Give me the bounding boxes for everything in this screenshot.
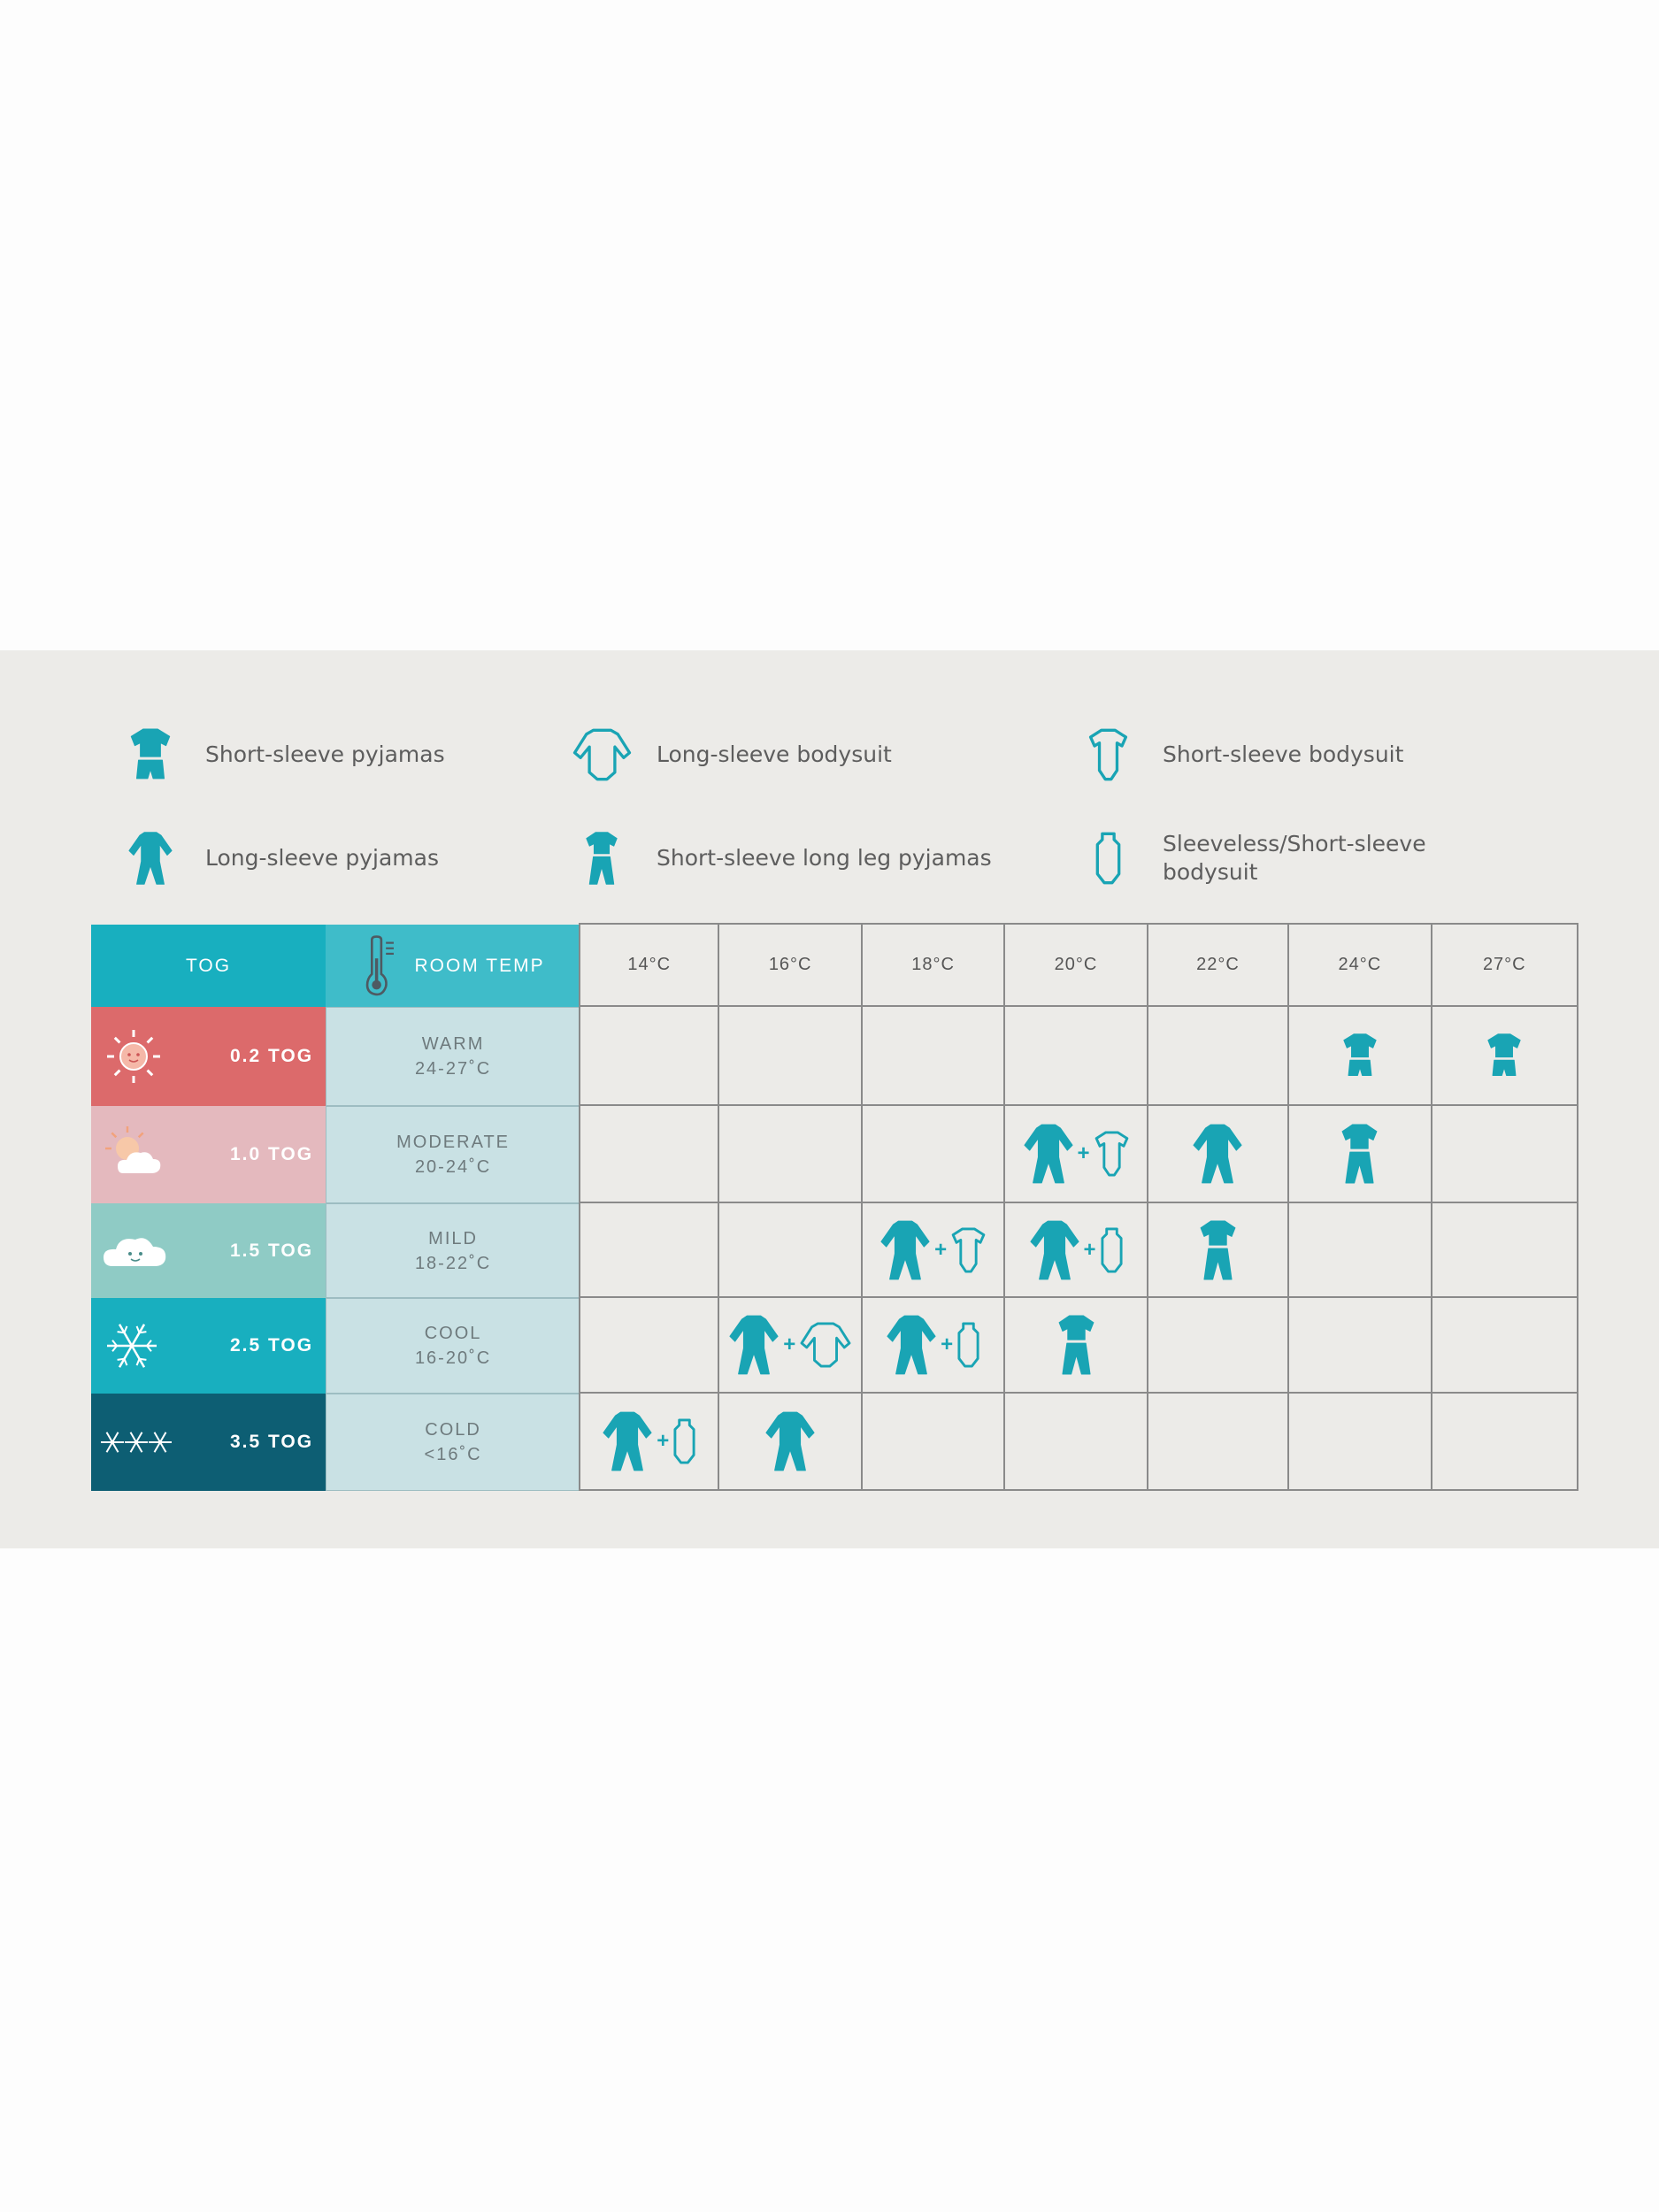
legend-item <box>566 818 992 898</box>
legend-icon <box>115 715 186 795</box>
clothing-combo <box>764 1410 816 1472</box>
clothing-combo <box>728 1314 852 1376</box>
legend-item <box>1072 715 1403 795</box>
short-sleeve-long-leg-pyjamas-icon <box>585 831 618 886</box>
temp-column-label: 24°C <box>1338 955 1382 974</box>
clothing-cell <box>1147 1296 1289 1394</box>
legend-icon <box>566 715 637 795</box>
legend-icon <box>1072 818 1143 898</box>
clothing-cell <box>1431 1392 1578 1491</box>
legend-item <box>566 715 892 795</box>
temp-column-header <box>1003 923 1148 1007</box>
room-temp-cell <box>326 1106 580 1203</box>
clothing-cell <box>579 1104 719 1203</box>
tog-row <box>91 1203 1578 1298</box>
clothing-cell <box>1431 1104 1578 1203</box>
tog-cell <box>91 1106 326 1203</box>
sun-cloud-icon <box>96 1124 176 1186</box>
short-sleeve-bodysuit-icon <box>1094 1130 1130 1178</box>
clothing-cell <box>579 1296 719 1394</box>
clothing-cell <box>1287 1296 1432 1394</box>
temp-column-header <box>579 923 719 1007</box>
long-sleeve-pyjamas-icon <box>1192 1123 1243 1185</box>
long-sleeve-pyjamas-icon <box>764 1410 816 1472</box>
snowflakes-icon <box>96 1411 176 1473</box>
short-sleeve-pyjamas-icon <box>1342 1033 1378 1079</box>
plus-sign: + <box>1077 1141 1090 1165</box>
clothing-combo <box>886 1314 980 1376</box>
snowflake-icon <box>96 1315 176 1377</box>
temp-column-label: 22°C <box>1196 955 1240 974</box>
room-temp-header <box>326 925 580 1007</box>
clothing-cell <box>1003 1202 1148 1298</box>
clothing-cell <box>1431 1005 1578 1106</box>
temp-level: MILD <box>428 1228 478 1248</box>
temp-level: COLD <box>425 1420 481 1440</box>
temp-column-label: 20°C <box>1054 955 1098 974</box>
clothing-cell <box>1147 1005 1289 1106</box>
clothing-cell <box>861 1392 1005 1491</box>
cloud-icon <box>96 1220 176 1282</box>
temp-level: WARM <box>421 1034 485 1054</box>
clothing-cell <box>1003 1104 1148 1203</box>
clothing-cell <box>1003 1392 1148 1491</box>
tog-row <box>91 1394 1578 1491</box>
header-row <box>91 925 1578 1007</box>
room-temp-header-label: ROOM TEMP <box>414 955 545 976</box>
temp-column-header <box>1287 923 1432 1007</box>
long-sleeve-pyjamas-icon <box>602 1410 653 1472</box>
clothing-combo <box>1023 1123 1130 1185</box>
tog-cell <box>91 1007 326 1106</box>
long-sleeve-pyjamas-icon <box>1023 1123 1074 1185</box>
clothing-cell <box>718 1202 862 1298</box>
clothing-cell <box>1287 1104 1432 1203</box>
clothing-combo <box>1192 1123 1243 1185</box>
legend-label: Long-sleeve bodysuit <box>657 741 892 767</box>
plus-sign: + <box>941 1333 954 1356</box>
tog-value: 1.5 TOG <box>229 1240 314 1261</box>
tog-value: 0.2 TOG <box>229 1046 314 1066</box>
tog-value: 2.5 TOG <box>229 1335 314 1356</box>
clothing-cell <box>861 1104 1005 1203</box>
tog-row <box>91 1106 1578 1203</box>
long-sleeve-bodysuit-icon <box>572 727 633 782</box>
legend-label: Short-sleeve long leg pyjamas <box>657 845 992 871</box>
temp-range: 24-27˚C <box>414 1059 492 1079</box>
tog-cell <box>91 1298 326 1394</box>
clothing-cell <box>1147 1202 1289 1298</box>
clothing-cell <box>1287 1392 1432 1491</box>
temp-range: <16˚C <box>424 1445 482 1464</box>
clothing-combo <box>1342 1033 1378 1079</box>
temp-level: MODERATE <box>396 1133 510 1152</box>
clothing-cell <box>1431 1296 1578 1394</box>
temp-level: COOL <box>424 1324 482 1343</box>
temp-column-label: 18°C <box>911 955 955 974</box>
short-sleeve-long-leg-pyjamas-icon <box>1340 1123 1379 1185</box>
clothing-cell <box>1003 1005 1148 1106</box>
clothing-cell <box>579 1202 719 1298</box>
thermometer-icon <box>361 934 400 998</box>
short-sleeve-long-leg-pyjamas-icon <box>1057 1314 1095 1376</box>
clothing-cell <box>718 1296 862 1394</box>
legend-item <box>115 818 439 898</box>
plus-sign: + <box>934 1237 948 1262</box>
sleeveless-bodysuit-icon <box>672 1417 696 1465</box>
temp-range: 18-22˚C <box>414 1253 492 1273</box>
clothing-cell <box>1003 1296 1148 1394</box>
clothing-cell <box>718 1104 862 1203</box>
legend-label: Sleeveless/Short-sleeve bodysuit <box>1163 831 1426 885</box>
room-temp-cell <box>326 1007 580 1106</box>
tog-header-label: TOG <box>185 955 232 976</box>
legend-label: Long-sleeve pyjamas <box>205 845 440 871</box>
clothing-cell <box>861 1202 1005 1298</box>
plus-sign: + <box>1083 1237 1096 1262</box>
sun-icon <box>96 1025 176 1087</box>
temp-range: 20-24˚C <box>414 1157 492 1177</box>
short-sleeve-pyjamas-icon <box>1486 1033 1522 1079</box>
tog-cell <box>91 1394 326 1491</box>
clothing-combo <box>879 1219 987 1281</box>
legend-icon <box>115 818 186 898</box>
clothing-combo <box>1199 1219 1237 1281</box>
temp-column-header <box>718 923 862 1007</box>
clothing-cell <box>579 1392 719 1491</box>
sleeveless-bodysuit-icon <box>1100 1226 1124 1274</box>
legend-item <box>115 715 445 795</box>
clothing-cell <box>718 1005 862 1106</box>
temp-column-header <box>1431 923 1578 1007</box>
clothing-combo <box>1340 1123 1379 1185</box>
tog-header <box>91 925 326 1007</box>
clothing-cell <box>1147 1104 1289 1203</box>
short-sleeve-bodysuit-icon <box>1087 727 1129 782</box>
legend-icon <box>1072 715 1143 795</box>
tog-row <box>91 1298 1578 1394</box>
long-sleeve-pyjamas-icon <box>886 1314 937 1376</box>
tog-value: 3.5 TOG <box>229 1432 314 1452</box>
long-sleeve-bodysuit-icon <box>799 1321 852 1369</box>
clothing-cell <box>1147 1392 1289 1491</box>
temp-column-label: 14°C <box>627 955 672 974</box>
legend-icon <box>566 818 637 898</box>
clothing-cell <box>861 1296 1005 1394</box>
long-sleeve-pyjamas-icon <box>728 1314 780 1376</box>
short-sleeve-bodysuit-icon <box>950 1226 987 1274</box>
room-temp-cell <box>326 1203 580 1298</box>
room-temp-cell <box>326 1298 580 1394</box>
sleeveless-bodysuit-icon <box>956 1321 980 1369</box>
long-sleeve-pyjamas-icon <box>879 1219 931 1281</box>
clothing-combo <box>1486 1033 1522 1079</box>
clothing-combo <box>1057 1314 1095 1376</box>
tog-row <box>91 1007 1578 1106</box>
long-sleeve-pyjamas-icon <box>127 831 173 886</box>
clothing-cell <box>1431 1202 1578 1298</box>
clothing-cell <box>1287 1005 1432 1106</box>
clothing-cell <box>579 1005 719 1106</box>
long-sleeve-pyjamas-icon <box>1029 1219 1080 1281</box>
tog-table <box>91 925 1578 1491</box>
short-sleeve-pyjamas-icon <box>129 727 172 782</box>
room-temp-cell <box>326 1394 580 1491</box>
legend-item <box>1072 818 1446 898</box>
temp-column-header <box>861 923 1005 1007</box>
legend-label: Short-sleeve pyjamas <box>205 741 445 767</box>
short-sleeve-long-leg-pyjamas-icon <box>1199 1219 1237 1281</box>
plus-sign: + <box>783 1333 796 1356</box>
temp-column-header <box>1147 923 1289 1007</box>
temp-range: 16-20˚C <box>414 1348 492 1368</box>
legend-label: Short-sleeve bodysuit <box>1163 741 1404 767</box>
temp-column-label: 16°C <box>768 955 812 974</box>
clothing-cell <box>1287 1202 1432 1298</box>
tog-cell <box>91 1203 326 1298</box>
clothing-cell <box>718 1392 862 1491</box>
clothing-combo <box>602 1410 696 1472</box>
clothing-cell <box>861 1005 1005 1106</box>
clothing-combo <box>1029 1219 1124 1281</box>
temp-column-label: 27°C <box>1482 955 1526 974</box>
sleeveless-bodysuit-icon <box>1094 831 1122 886</box>
plus-sign: + <box>657 1429 670 1453</box>
tog-value: 1.0 TOG <box>229 1144 314 1164</box>
